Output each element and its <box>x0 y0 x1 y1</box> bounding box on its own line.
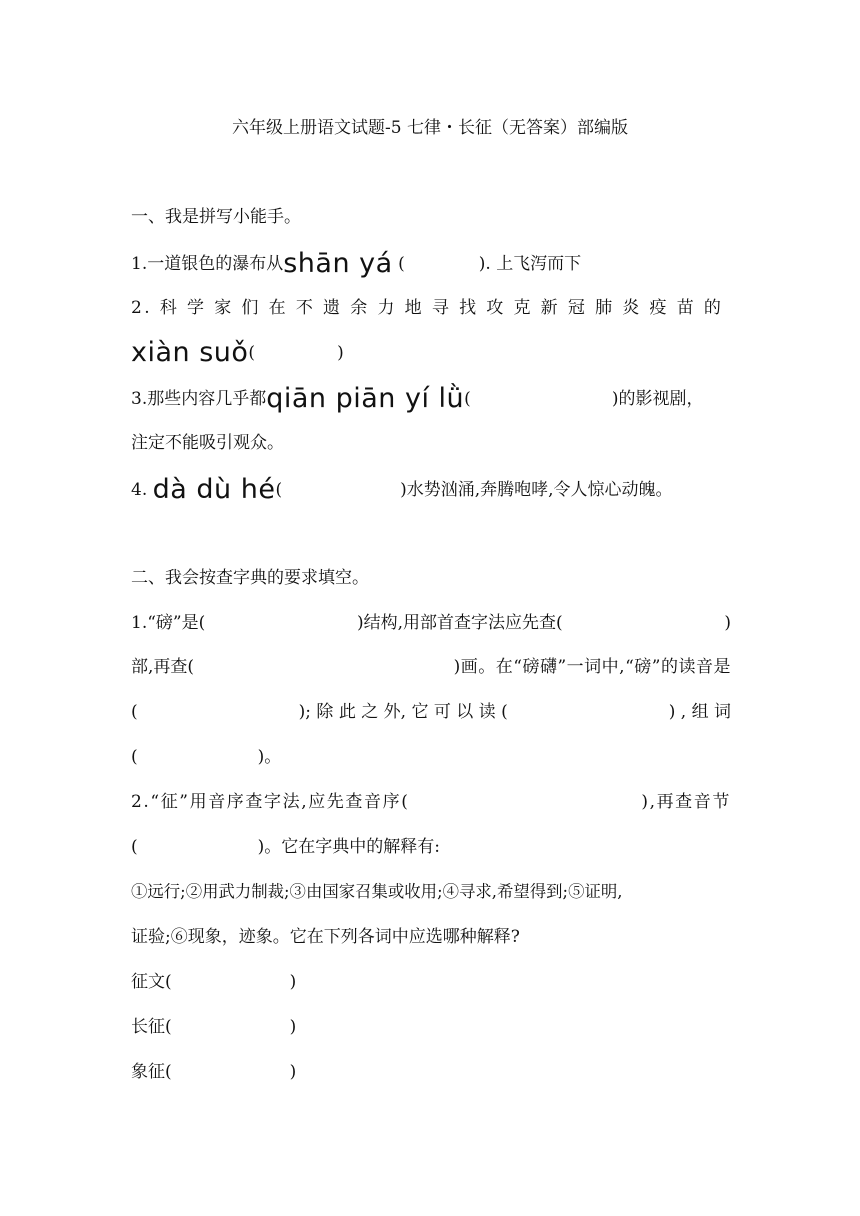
s2-q1-l2a: 部,再查( <box>131 657 195 677</box>
s2-q2-definitions-line2: 证验;⑥现象，迹象。它在下列各词中应选哪种解释? <box>131 927 520 947</box>
s2-q1-l3a: ( <box>131 702 138 722</box>
s2-q1-l1c: ) <box>724 613 731 633</box>
s2-q1-blank-structure[interactable] <box>227 612 335 634</box>
s2-q1-line2 <box>131 656 731 678</box>
s1-q4-pinyin: dà dù hé <box>152 474 276 505</box>
s2-q2-item-1 <box>131 971 731 993</box>
s1-question-3 <box>131 383 731 414</box>
s2-item-close: ) <box>289 1062 297 1082</box>
s2-q2-l2b: )。它在字典中的解释有: <box>257 837 441 857</box>
s1-q2-text: 2. 科 学 家 们 在 不 遗 余 力 地 寻 找 攻 克 新 冠 肺 炎 疫 苗 的 <box>131 298 724 318</box>
s2-q1-blank-reading[interactable] <box>143 701 293 723</box>
section2-heading: 二、我会按查字典的要求填空。 <box>131 568 369 588</box>
s2-q2-l1b: ),再查音节 <box>641 792 731 812</box>
s2-item-word: 征文( <box>131 972 172 992</box>
s1-q1-close-paren: ). <box>478 254 491 274</box>
s1-q2-open-paren: ( <box>248 343 256 363</box>
s2-q1-l4b: )。 <box>257 747 282 767</box>
s2-q2-l1a: 2.“征”用音序查字法,应先查音序( <box>131 792 410 812</box>
s2-item-word: 长征( <box>131 1017 172 1037</box>
s2-q1-l2b: )画。在“磅礴”一词中,“磅”的读音是 <box>453 657 731 677</box>
section1-heading: 一、我是拼写小能手。 <box>131 207 301 227</box>
s1-question-2-line1 <box>131 297 731 319</box>
s2-q1-line1 <box>131 612 731 634</box>
s1-q3-open-paren: ( <box>464 389 471 409</box>
s2-q2-item-2 <box>131 1016 731 1038</box>
s2-q1-l4a: ( <box>131 747 138 767</box>
s2-item-word: 象征( <box>131 1062 172 1082</box>
s1-q1-suffix: 上飞泻而下 <box>496 254 582 274</box>
page-title: 六年级上册语文试题-5 七律・长征（无答案）部编版 <box>232 118 628 138</box>
s2-q1-line3 <box>131 701 731 723</box>
s1-question-4 <box>131 474 731 505</box>
s1-q3-prefix: 3.那些内容几乎都 <box>131 389 267 409</box>
s1-q1-prefix: 1.一道银色的瀑布从 <box>131 254 284 274</box>
s2-q2-item-3 <box>131 1061 731 1083</box>
s2-q2-definitions-line1: ①远行;②用武力制裁;③由国家召集或收用;④寻求,希望得到;⑤证明, <box>131 882 623 901</box>
s2-q1-blank-strokes[interactable] <box>260 656 388 678</box>
s1-q2-pinyin: xiàn suǒ <box>131 337 249 368</box>
s2-item-close: ) <box>289 972 297 992</box>
s2-q1-blank-radical[interactable] <box>584 612 702 634</box>
s1-q1-pinyin: shān yá <box>283 248 393 279</box>
s1-q4-suffix: )水势汹涌,奔腾咆哮,令人惊心动魄。 <box>400 480 673 500</box>
s2-q1-l1b: )结构,用部首查字法应先查( <box>356 613 563 633</box>
s1-q3-pinyin: qiān piān yí lǜ <box>266 383 465 414</box>
s1-q2-close-paren: ) <box>337 343 344 363</box>
s2-q1-l3b: ); 除 此 之 外, 它 可 以 读 ( <box>298 702 508 722</box>
s2-q1-blank-other-reading[interactable] <box>513 701 663 723</box>
s2-q2-blank-initial[interactable] <box>460 791 590 813</box>
s1-q4-prefix: 4. <box>131 480 148 500</box>
s1-q1-open-paren: ( <box>398 254 405 274</box>
s2-q1-line4 <box>131 746 731 768</box>
s2-item-close: ) <box>289 1017 297 1037</box>
s1-question-2-line2 <box>131 337 731 368</box>
s1-q3-suffix: )的影视剧， <box>611 389 704 409</box>
s2-q2-l2a: ( <box>131 837 138 857</box>
s2-q1-l1a: 1.“磅”是( <box>131 613 206 633</box>
s1-question-3-line2: 注定不能吸引观众。 <box>131 433 284 453</box>
s1-question-1 <box>131 248 731 279</box>
s2-q2-line2 <box>131 836 731 858</box>
s1-q4-open-paren: ( <box>275 480 283 500</box>
s2-q1-l3c: ) , 组 词 <box>668 702 731 722</box>
s2-q2-line1 <box>131 791 731 813</box>
